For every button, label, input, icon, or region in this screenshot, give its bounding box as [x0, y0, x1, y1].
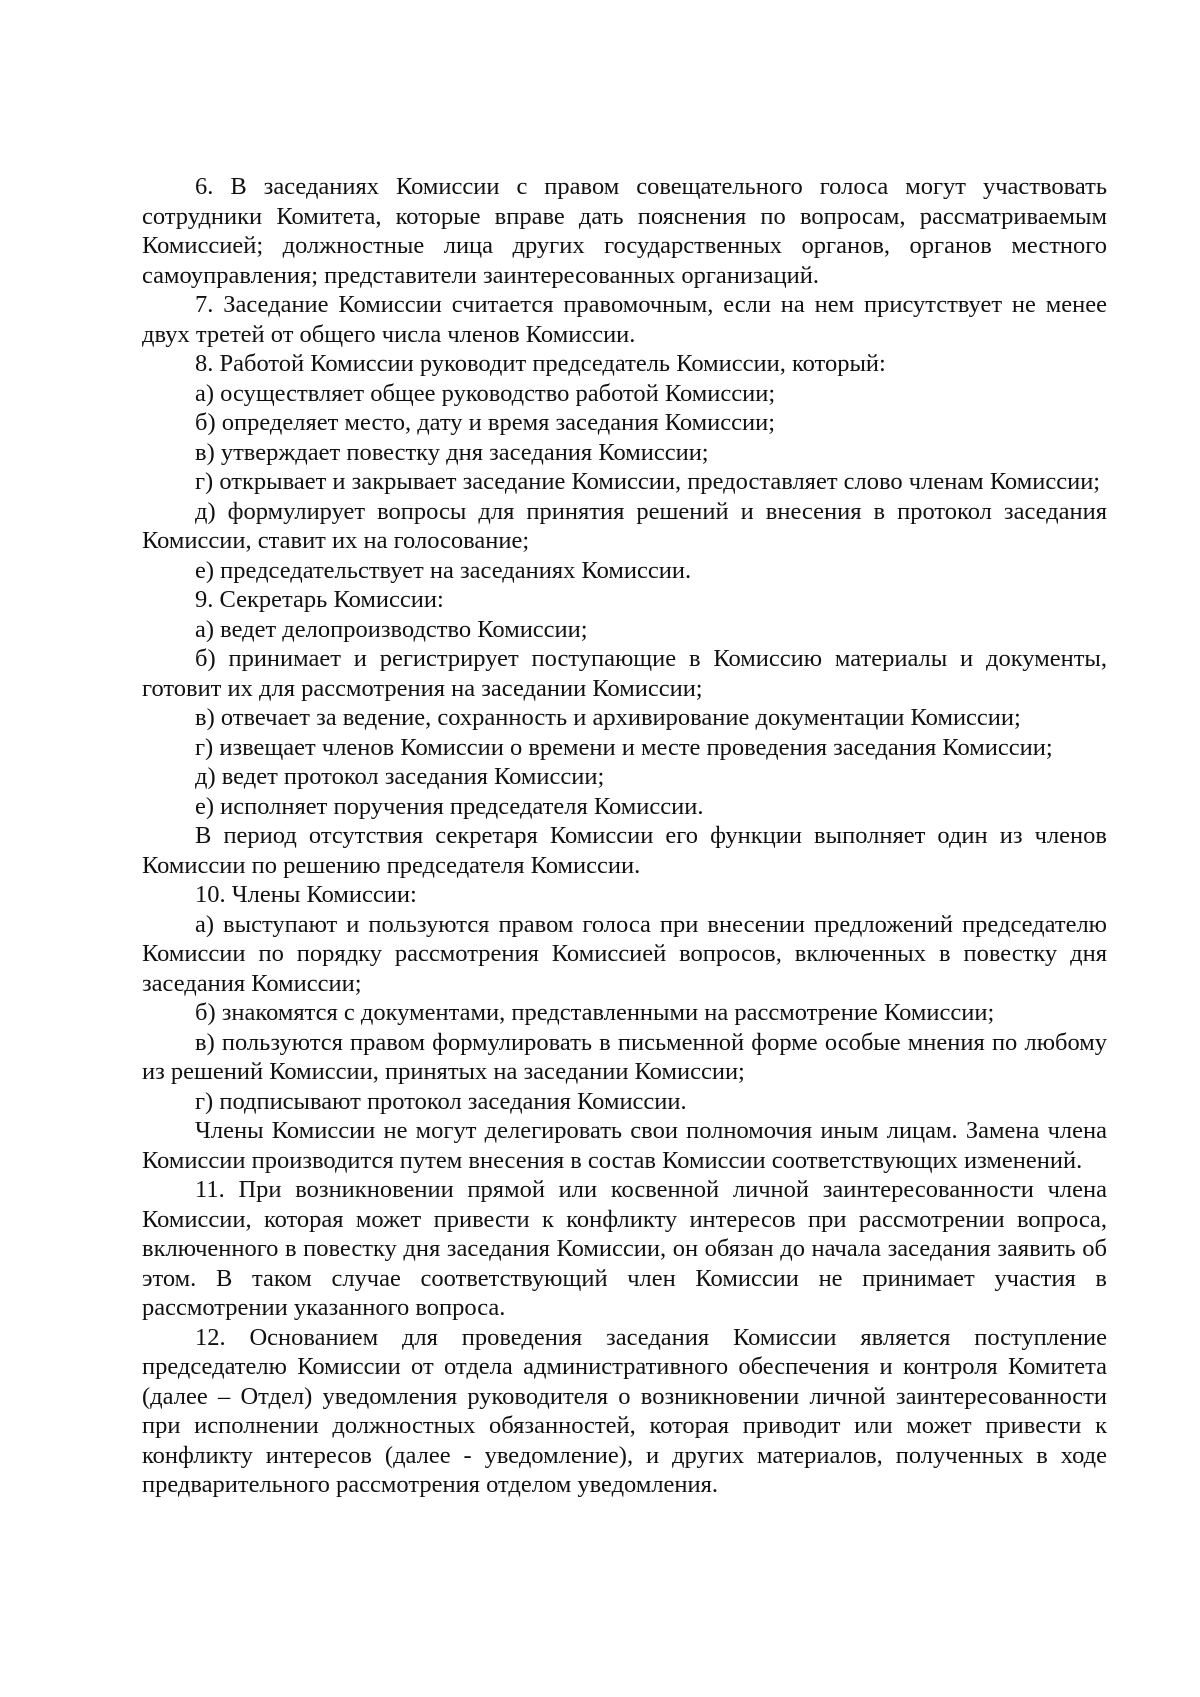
paragraph-12-grounds-for-meeting: 12. Основанием для проведения заседания Комиссии является поступление председателю Комиссии от отдела административного обеспечения и контроля Комитета (далее – Отдел) уведомления руководителя о возникновении личной заинтересованности при исполнении должностных обязанностей, которая приводит или может привести к конфликту интересов (далее - уведомление), и других материалов, полученных в ходе предварительного рассмотрения отделом уведомления.: [142, 1323, 1107, 1498]
list-item-9b: б) принимает и регистрирует поступающие в Комиссию материалы и документы, готовит их для рассмотрения на заседании Комиссии;: [142, 645, 1107, 702]
list-item-8d: г) открывает и закрывает заседание Комиссии, предоставляет слово членам Комиссии;: [195, 468, 1101, 495]
list-item-10b: б) знакомятся с документами, представленными на рассмотрение Комиссии;: [195, 999, 995, 1026]
paragraph-secretary-absence: В период отсутствия секретаря Комиссии его функции выполняет один из членов Комиссии по решению председателя Комиссии.: [142, 822, 1107, 879]
document-body: [142, 172, 1107, 1500]
list-item-10c: в) пользуются правом формулировать в письменной форме особые мнения по любому из решений Комиссии, принятых на заседании Комиссии;: [142, 1028, 1107, 1085]
paragraph-9-secretary: 9. Секретарь Комиссии:: [195, 586, 444, 613]
paragraph-members-delegation: Члены Комиссии не могут делегировать свои полномочия иным лицам. Замена члена Комиссии производится путем внесения в состав Комиссии соответствующих изменений.: [142, 1117, 1107, 1174]
list-item-9d: г) извещает членов Комиссии о времени и месте проведения заседания Комиссии;: [195, 733, 1053, 761]
list-item-9c: в) отвечает за ведение, сохранность и архивирование документации Комиссии;: [195, 704, 1021, 731]
list-item-9e: д) ведет протокол заседания Комиссии;: [195, 763, 605, 790]
list-item-8f: е) председательствует на заседаниях Комиссии.: [195, 556, 692, 584]
list-item-8c: в) утверждает повестку дня заседания Комиссии;: [195, 438, 709, 466]
list-item-10a: а) выступают и пользуются правом голоса при внесении предложений председателю Комиссии по порядку рассмотрения Комиссией вопросов, включенных в повестку дня заседания Комиссии;: [142, 910, 1107, 997]
paragraph-6-advisory-participants: 6. В заседаниях Комиссии с правом совещательного голоса могут участвовать сотрудники Комитета, которые вправе дать пояснения по вопросам, рассматриваемым Комиссией; должностные лица других государственных органов, органов местного самоуправления; представители заинтересованных организаций.: [142, 173, 1107, 289]
list-item-8b: б) определяет место, дату и время заседания Комиссии;: [195, 409, 776, 436]
list-item-8a: а) осуществляет общее руководство работой Комиссии;: [195, 379, 776, 407]
paragraph-8-chairman: 8. Работой Комиссии руководит председатель Комиссии, который:: [195, 350, 886, 377]
paragraph-10-members: 10. Члены Комиссии:: [195, 881, 417, 908]
list-item-10d: г) подписывают протокол заседания Комиссии.: [195, 1087, 687, 1115]
list-item-9f: е) исполняет поручения председателя Комиссии.: [195, 792, 704, 820]
paragraph-11-conflict-of-interest: 11. При возникновении прямой или косвенной личной заинтересованности члена Комиссии, которая может привести к конфликту интересов при рассмотрении вопроса, включенного в повестку дня заседания Комиссии, он обязан до начала заседания заявить об этом. В таком случае соответствующий член Комиссии не принимает участия в рассмотрении указанного вопроса.: [142, 1176, 1107, 1321]
list-item-8e: д) формулирует вопросы для принятия решений и внесения в протокол заседания Комиссии, ставит их на голосование;: [142, 497, 1107, 554]
list-item-9a: а) ведет делопроизводство Комиссии;: [195, 615, 588, 643]
paragraph-7-quorum: 7. Заседание Комиссии считается правомочным, если на нем присутствует не менее двух третей от общего числа членов Комиссии.: [142, 291, 1107, 348]
